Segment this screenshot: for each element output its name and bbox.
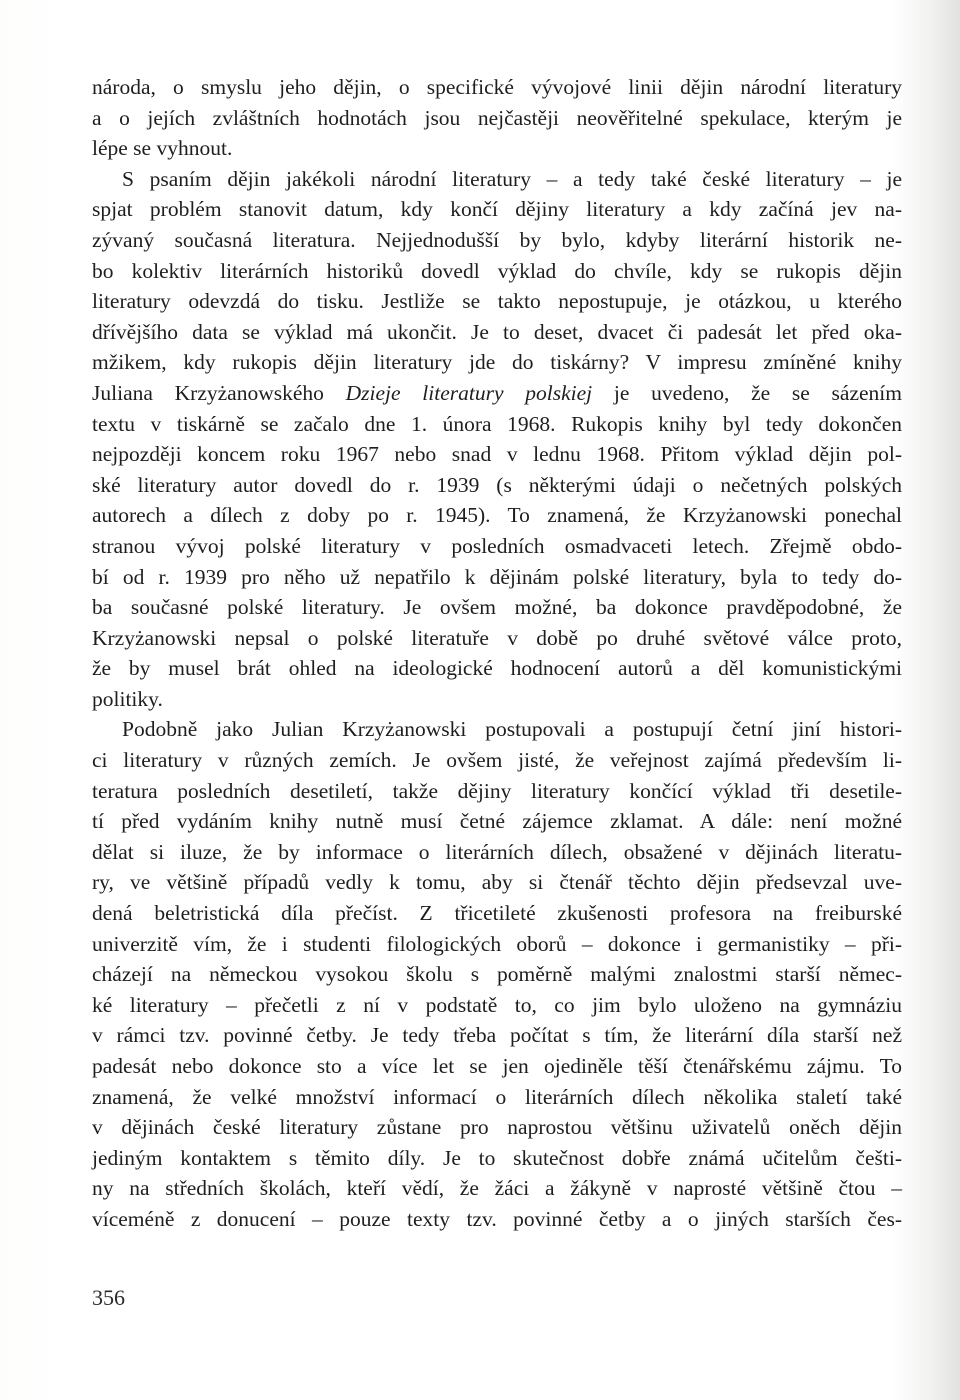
text-line: ba současné polské literatury. Je ovšem možné, ba dokonce pravděpodobné, že: [92, 595, 902, 620]
text-line: lépe se vyhnout.: [92, 136, 233, 161]
text-line: jediným kontaktem s těmito díly. Je to skutečnost dobře známá učitelům češti-: [92, 1145, 902, 1170]
text-line: ry, ve většině případů vedly k tomu, aby si čtenář těchto dějin předsevzal uve-: [92, 870, 902, 895]
text-line: dená beletristická díla přečíst. Z třicetileté zkušenosti profesora na freiburské: [92, 901, 902, 926]
text-line: a o jejích zvláštních hodnotách jsou nejčastěji neověřitelné spekulace, kterým je: [92, 105, 902, 130]
text-segment: je uvedeno, že se sázením: [592, 380, 903, 405]
text-line: S psaním dějin jakékoli národní literatury – a tedy také české literatury – je: [122, 166, 902, 191]
text-line: mžikem, kdy rukopis dějin literatury jde do tiskárny? V impresu zmíněné knihy: [92, 350, 902, 375]
text-line: padesát nebo dokonce sto a více let se jen ojediněle těší čtenářskému zájmu. To: [92, 1054, 902, 1078]
text-line: zývaný současná literatura. Nejjednodušší by bylo, kdyby literární historik ne-: [92, 227, 902, 252]
text-line: v dějinách české literatury zůstane pro naprostou většinu uživatelů oněch dějin: [92, 1115, 902, 1140]
text-line: národa, o smyslu jeho dějin, o specifické vývojové linii dějin národní literatury: [92, 75, 902, 99]
text-line: tí před vydáním knihy nutně musí četné zájemce zklamat. A dále: není možné: [92, 809, 902, 834]
text-line: textu v tiskárně se začalo dne 1. února 1968. Rukopis knihy byl tedy dokončen: [92, 411, 902, 436]
text-line: [92, 378, 902, 409]
text-segment: Juliana Krzyżanowského: [92, 380, 346, 405]
book-title-italic: Dzieje literatury polskiej: [345, 380, 593, 405]
text-line: ny na středních školách, kteří vědí, že žáci a žákyně v naprosté většině čtou –: [92, 1176, 902, 1201]
text-line: v rámci tzv. povinné četby. Je tedy třeba počítat s tím, že literární díla starší než: [92, 1023, 902, 1048]
page-number: 356: [92, 1285, 125, 1310]
text-line: univerzitě vím, že i studenti filologických oborů – dokonce i germanistiky – při-: [92, 931, 902, 956]
text-line: spjat problém stanovit datum, kdy končí dějiny literatury a kdy začíná jev na-: [92, 197, 902, 222]
text-line: politiky.: [92, 686, 163, 711]
text-line: ské literatury autor dovedl do r. 1939 (s některými údaji o nečetných polských: [92, 472, 902, 497]
text-line: bo kolektiv literárních historiků dovedl výklad do chvíle, kdy se rukopis dějin: [92, 258, 902, 283]
text-line: víceméně z donucení – pouze texty tzv. povinné četby a o jiných starších čes-: [92, 1206, 902, 1231]
text-line: literatury odevzdá do tisku. Jestliže se takto nepostupuje, je otázkou, u kterého: [92, 289, 902, 314]
text-line: znamená, že velké množství informací o literárních dílech několika staletí také: [92, 1084, 902, 1109]
text-line: autorech a dílech z doby po r. 1945). To znamená, že Krzyżanowski ponechal: [92, 503, 902, 528]
text-line: bí od r. 1939 pro něho už nepatřilo k dějinám polské literatury, byla to tedy do-: [92, 564, 902, 589]
text-line: že by musel brát ohled na ideologické hodnocení autorů a děl komunistickými: [92, 656, 902, 681]
text-line: ké literatury – přečetli z ní v podstatě to, co jim bylo uloženo na gymnáziu: [92, 992, 902, 1017]
text-line: Krzyżanowski nepsal o polské literatuře v době po druhé světové válce proto,: [92, 625, 902, 650]
text-line: nejpozději koncem roku 1967 nebo snad v lednu 1968. Přitom výklad dějin pol-: [92, 442, 902, 467]
text-line: dělat si iluze, že by informace o literárních dílech, obsažené v dějinách literatu-: [92, 839, 902, 864]
text-line: dřívějšího data se výklad má ukončit. Je to deset, dvacet či padesát let před oka-: [92, 319, 902, 344]
text-line: ci literatury v různých zemích. Je ovšem jisté, že veřejnost zajímá především li-: [92, 748, 902, 773]
text-line: Podobně jako Julian Krzyżanowski postupovali a postupují četní jiní histori-: [122, 717, 902, 742]
text-line: cházejí na německou vysokou školu s poměrně malými znalostmi starší němec-: [92, 962, 902, 987]
body-text: [92, 72, 902, 1235]
text-line: teratura posledních desetiletí, takže dějiny literatury končící výklad tři desetile-: [92, 778, 902, 803]
text-line: stranou vývoj polské literatury v posledních osmadvaceti letech. Zřejmě obdo-: [92, 533, 902, 558]
